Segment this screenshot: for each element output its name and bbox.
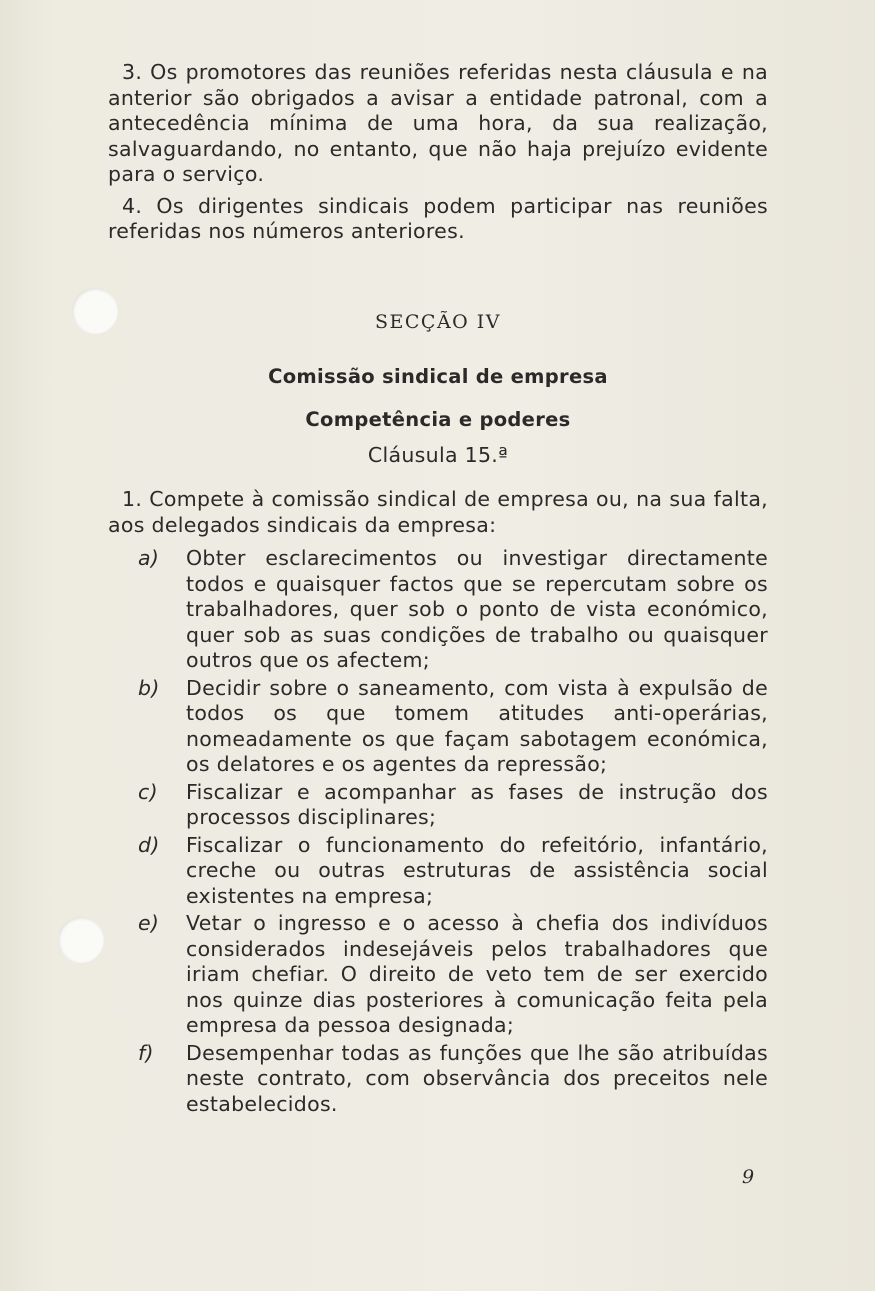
section-header (108, 310, 768, 468)
list-item (108, 833, 768, 910)
item-text: Vetar o ingresso e o acesso à chefia dos indivíduos considerados indesejáveis pelos trabalhadores que iriam chefiar. O direito de veto tem de ser exercido nos quinze dias posteriores à comunicação feita pela empresa da pessoa designada; (186, 911, 768, 1037)
list-item (108, 1041, 768, 1118)
clause-intro: 1. Compete à comissão sindical de empresa ou, na sua falta, aos delegados sindicais da empresa: (108, 487, 768, 537)
page-number: 9 (742, 1166, 755, 1188)
paragraph-4: 4. Os dirigentes sindicais podem participar nas reuniões referidas nos números anteriores. (108, 193, 768, 243)
punch-hole-bottom (58, 917, 104, 963)
item-list (108, 546, 768, 1117)
item-label: a) (138, 546, 160, 570)
item-text: Desempenhar todas as funções que lhe são atribuídas neste contrato, com observância dos preceitos nele estabelecidos. (186, 1040, 768, 1116)
item-label: d) (138, 832, 160, 857)
paragraph-3: 3. Os promotores das reuniões referidas nesta cláusula e na anterior são obrigados a avisar a entidade patronal, com a antecedência mínima de uma hora, da sua realização, salvaguardando, no entanto, que não haja prejuízo evidente para o serviço. (108, 60, 768, 186)
item-label: e) (138, 911, 160, 935)
list-item (108, 546, 768, 674)
clause-number: Cláusula 15.ª (367, 442, 509, 467)
clause-body (108, 487, 768, 1117)
section-title: Comissão sindical de empresa (268, 364, 608, 388)
top-paragraphs (108, 60, 768, 245)
item-text: Decidir sobre o saneamento, com vista à expulsão de todos os que tomem atitudes anti-operárias, nomeadamente os que façam sabotagem económica, os delatores e os agentes da repressão; (186, 675, 768, 776)
item-text: Fiscalizar e acompanhar as fases de instrução dos processos disciplinares; (186, 779, 768, 829)
item-label: f) (138, 1040, 154, 1065)
item-label: c) (138, 779, 158, 804)
list-item (108, 676, 768, 778)
item-text: Fiscalizar o funcionamento do refeitório, infantário, creche ou outras estruturas de assistência social existentes na empresa; (186, 832, 768, 908)
item-label: b) (138, 675, 160, 700)
item-text: Obter esclarecimentos ou investigar directamente todos e quaisquer factos que se repercutam sobre os trabalhadores, quer sob o ponto de vista económico, quer sob as suas condições de trabalho ou quaisquer outros que os afectem; (186, 546, 768, 672)
section-subtitle: Competência e poderes (305, 408, 571, 431)
list-item (108, 780, 768, 831)
section-heading: SECÇÃO IV (374, 311, 502, 333)
list-item (108, 911, 768, 1039)
